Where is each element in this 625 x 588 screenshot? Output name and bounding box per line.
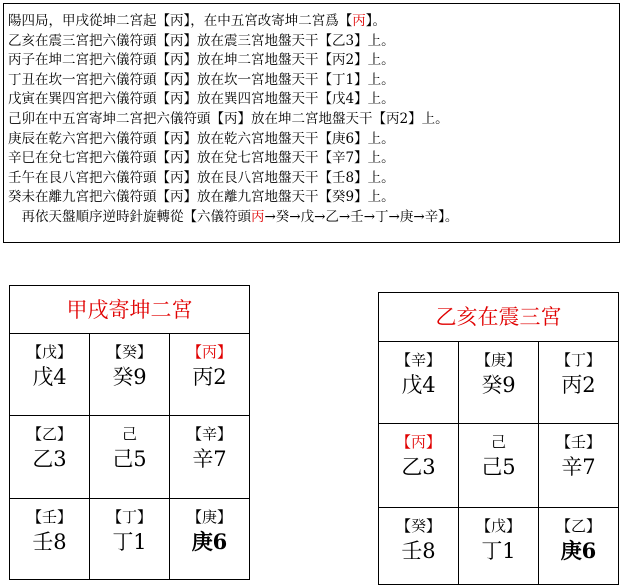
text-line xyxy=(8,110,615,130)
heaven-stem-tag: 【庚】 xyxy=(186,508,232,526)
palace-cell xyxy=(10,334,90,416)
earth-stem-value: 辛7 xyxy=(561,455,596,479)
palace-cell xyxy=(10,416,90,499)
palace-cell xyxy=(379,424,459,508)
heaven-stem-tag: 【丁】 xyxy=(106,508,152,526)
highlight-text: 丙 xyxy=(251,208,265,225)
earth-stem-value: 壬8 xyxy=(32,530,67,554)
text-segment: 壬午在艮八宮把六儀符頭【丙】放在艮八宮地盤天干【壬8】上。 xyxy=(8,169,395,186)
text-line xyxy=(8,149,615,169)
palace-cell xyxy=(90,416,170,499)
earth-stem-value: 己5 xyxy=(481,455,516,479)
heaven-stem-tag: 【壬】 xyxy=(26,508,72,526)
earth-stem-value: 戊4 xyxy=(32,365,67,389)
text-segment: 己卯在中五宮寄坤二宮把六儀符頭【丙】放在坤二宮地盤天干【丙2】上。 xyxy=(8,110,449,127)
text-line xyxy=(8,208,615,228)
palace-cell xyxy=(90,499,170,579)
instruction-text-box xyxy=(3,3,620,243)
highlight-text: 丙 xyxy=(352,13,366,29)
palace-cell xyxy=(379,508,459,584)
text-line xyxy=(8,130,615,150)
earth-stem-value: 丙2 xyxy=(561,373,596,397)
earth-stem-value: 辛7 xyxy=(192,447,227,471)
heaven-stem-tag: 己 xyxy=(490,433,506,451)
text-segment: →癸→戊→乙→壬→丁→庚→辛】。 xyxy=(264,208,459,225)
text-segment: 再依天盤順序逆時針旋轉從【六儀符頭 xyxy=(8,208,251,225)
earth-stem-value: 癸9 xyxy=(112,365,147,389)
heaven-stem-tag: 【壬】 xyxy=(555,433,601,451)
palace-cell xyxy=(170,334,249,416)
earth-stem-value: 丁1 xyxy=(112,530,147,554)
text-line xyxy=(8,12,615,32)
grid-title: 乙亥在震三宮 xyxy=(379,293,618,342)
palace-cell xyxy=(459,508,539,584)
earth-stem-value: 癸9 xyxy=(481,373,516,397)
text-segment: 陽四局，甲戌從坤二宮起【丙】，在中五宮改寄坤二宮爲【 xyxy=(8,13,353,29)
earth-stem-value: 丙2 xyxy=(192,365,227,389)
palace-cell xyxy=(10,499,90,579)
text-line xyxy=(8,32,615,52)
text-segment: 戊寅在巽四宮把六儀符頭【丙】放在巽四宮地盤天干【戊4】上。 xyxy=(8,91,395,108)
text-line xyxy=(8,71,615,91)
heaven-stem-tag: 【丙】 xyxy=(186,343,232,361)
heaven-stem-tag: 【戊】 xyxy=(475,517,521,535)
heaven-stem-tag: 【辛】 xyxy=(186,425,232,443)
text-line xyxy=(8,51,615,71)
palace-cell xyxy=(459,342,539,424)
palace-cell xyxy=(539,508,618,584)
earth-stem-value: 壬8 xyxy=(401,539,436,563)
heaven-stem-tag: 【乙】 xyxy=(555,517,601,535)
heaven-stem-tag: 【辛】 xyxy=(395,351,441,369)
earth-stem-value: 己5 xyxy=(112,447,147,471)
earth-stem-value: 庚6 xyxy=(191,529,228,554)
text-segment: 辛巳在兌七宮把六儀符頭【丙】放在兌七宮地盤天干【辛7】上。 xyxy=(8,150,395,167)
text-segment: 】。 xyxy=(365,13,386,29)
palace-grid-yihai xyxy=(378,292,619,585)
palace-cell xyxy=(539,342,618,424)
heaven-stem-tag: 【戊】 xyxy=(26,343,72,361)
heaven-stem-tag: 【丁】 xyxy=(555,351,601,369)
palace-cell xyxy=(90,334,170,416)
heaven-stem-tag: 【乙】 xyxy=(26,425,72,443)
text-line xyxy=(8,188,615,208)
earth-stem-value: 乙3 xyxy=(32,447,67,471)
palace-grid-jiaxu xyxy=(9,285,250,580)
heaven-stem-tag: 【庚】 xyxy=(475,351,521,369)
palace-cell xyxy=(539,424,618,508)
heaven-stem-tag: 己 xyxy=(121,425,137,443)
text-segment: 癸未在離九宮把六儀符頭【丙】放在離九宮地盤天干【癸9】上。 xyxy=(8,189,395,206)
palace-cell xyxy=(379,342,459,424)
text-line xyxy=(8,90,615,110)
grid-title: 甲戌寄坤二宮 xyxy=(10,286,249,334)
heaven-stem-tag: 【癸】 xyxy=(106,343,152,361)
text-segment: 丙子在坤二宮把六儀符頭【丙】放在坤二宮地盤天干【丙2】上。 xyxy=(8,52,395,69)
palace-cell xyxy=(170,416,249,499)
text-line xyxy=(8,169,615,189)
text-segment: 庚辰在乾六宮把六儀符頭【丙】放在乾六宮地盤天干【庚6】上。 xyxy=(8,130,395,147)
palace-cell xyxy=(170,499,249,579)
text-segment: 丁丑在坎一宮把六儀符頭【丙】放在坎一宮地盤天干【丁1】上。 xyxy=(8,71,395,88)
earth-stem-value: 庚6 xyxy=(560,538,597,563)
earth-stem-value: 乙3 xyxy=(401,455,436,479)
heaven-stem-tag: 【癸】 xyxy=(395,517,441,535)
heaven-stem-tag: 【丙】 xyxy=(395,433,441,451)
earth-stem-value: 戊4 xyxy=(401,373,436,397)
text-segment: 乙亥在震三宮把六儀符頭【丙】放在震三宮地盤天干【乙3】上。 xyxy=(8,32,395,49)
palace-cell xyxy=(459,424,539,508)
earth-stem-value: 丁1 xyxy=(481,539,516,563)
